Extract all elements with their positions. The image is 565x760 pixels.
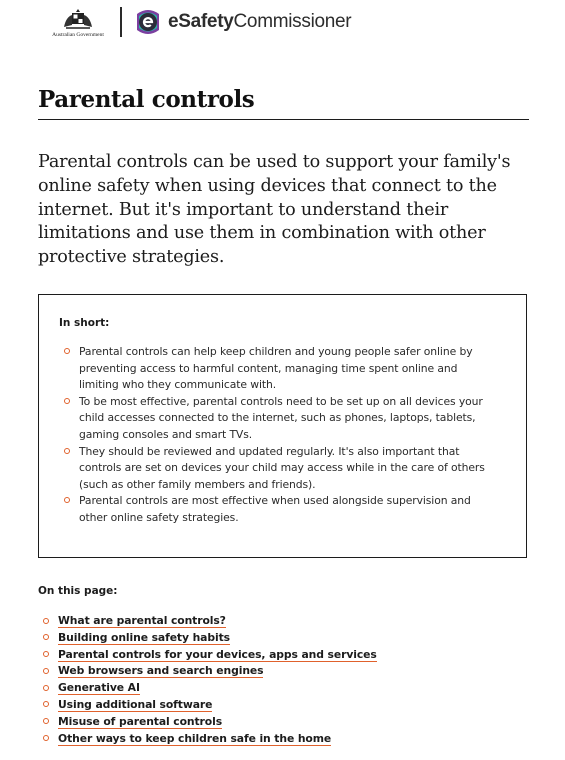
page-title: Parental controls (38, 86, 255, 113)
bullet-icon (43, 651, 49, 657)
in-short-heading: In short: (59, 317, 110, 329)
bullet-icon (64, 398, 70, 404)
on-this-page-list (38, 613, 377, 747)
list-item: Parental controls can help keep children and young people safer online by preventing access to harmful content, managing time spent online and limiting who they communicate with. (59, 344, 499, 394)
toc-item (38, 697, 377, 714)
title-divider (38, 119, 529, 120)
toc-item (38, 647, 377, 664)
toc-item (38, 630, 377, 647)
australian-government-logo[interactable] (38, 7, 118, 38)
bullet-icon (43, 718, 49, 724)
in-short-list (59, 344, 499, 527)
toc-item (38, 663, 377, 680)
toc-link-building-online-safety-habits[interactable]: Building online safety habits (58, 630, 230, 644)
bullet-icon (43, 685, 49, 691)
header-divider (120, 7, 122, 37)
intro-paragraph: Parental controls can be used to support your family's online safety when using devices that connect to the internet. But it's important to understand their limitations and use them in combination with other protective strategies. (38, 152, 511, 268)
brand-name: eSafetyCommissioner (168, 11, 352, 32)
toc-link-what-are-parental-controls[interactable]: What are parental controls? (58, 614, 226, 627)
list-item: Parental controls are most effective when used alongside supervision and other online safety strategies. (59, 493, 499, 526)
bullet-icon (43, 735, 49, 741)
toc-link-devices-apps-services[interactable]: Parental controls for your devices, apps and services (58, 647, 377, 661)
esafety-e-icon (134, 8, 162, 36)
list-item: They should be reviewed and updated regularly. It's also important that controls are set on devices your child may access while in the care of others (such as other family members and friends). (59, 444, 499, 494)
toc-link-other-ways-keep-children-safe[interactable]: Other ways to keep children safe in the home (58, 731, 332, 745)
bullet-icon (43, 634, 49, 640)
in-short-box (38, 294, 527, 558)
esafety-logo[interactable] (134, 8, 351, 36)
list-item: To be most effective, parental controls need to be set up on all devices your child accesses connected to the internet, such as phones, laptops, tablets, gaming consoles and smart TVs. (59, 394, 499, 444)
on-this-page-heading: On this page: (38, 585, 118, 597)
australian-government-label: Australian Government (52, 31, 104, 38)
bullet-icon (43, 668, 49, 674)
coat-of-arms-icon (60, 7, 96, 31)
toc-link-misuse-of-parental-controls[interactable]: Misuse of parental controls (58, 714, 223, 728)
toc-item (38, 731, 377, 748)
toc-link-web-browsers-search-engines[interactable]: Web browsers and search engines (58, 664, 264, 678)
toc-item (38, 714, 377, 731)
bullet-icon (64, 448, 70, 454)
toc-link-generative-ai[interactable]: Generative AI (58, 681, 140, 695)
toc-item (38, 680, 377, 697)
bullet-icon (43, 701, 49, 707)
bullet-icon (64, 348, 70, 354)
bullet-icon (64, 497, 70, 503)
toc-link-using-additional-software[interactable]: Using additional software (58, 697, 213, 711)
site-header (38, 4, 351, 40)
toc-item (38, 613, 377, 630)
bullet-icon (43, 618, 49, 624)
